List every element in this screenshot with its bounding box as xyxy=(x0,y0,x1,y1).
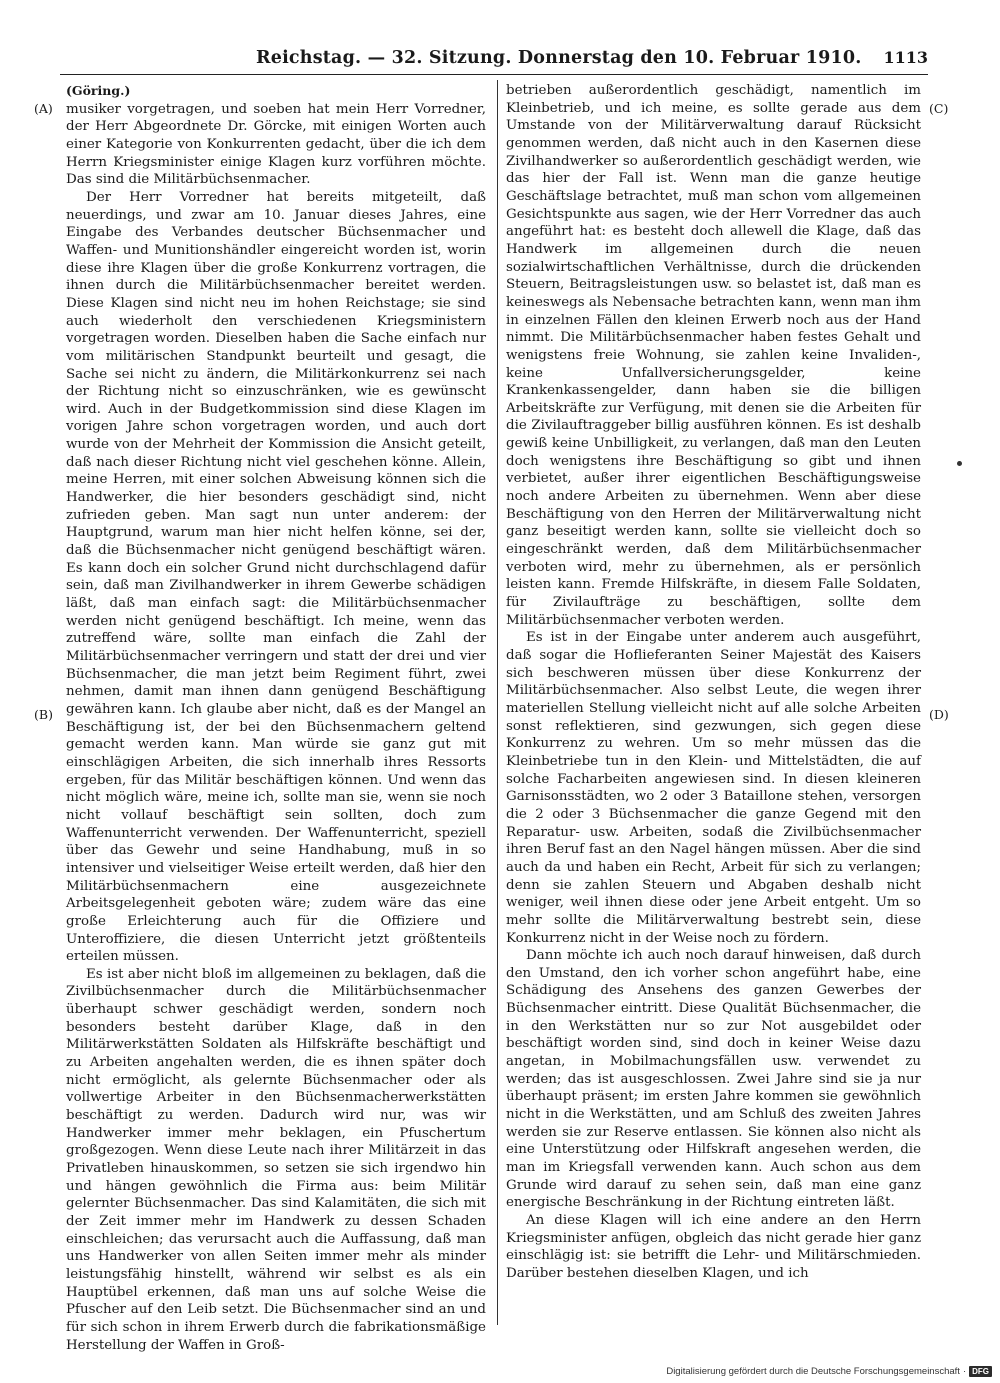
paragraph: Es ist aber nicht bloß im allgemeinen zu beklagen, daß die Zivilbüchsenmacher durch die Militärbüchsenmacher überhaupt schwer geschädigt werden, sondern noch besonders besteht darüber Klage, daß in den Militärwerkstätten Soldaten als Hilfskräfte beschäftigt und zu Arbeiten angehalten werden, die es ihnen später doch nicht ermöglicht, als gelernte Büchsenmacher oder als vollwertige Arbeiter in den Büchsenmacherwerkstätten beschäftigt zu werden. Dadurch wird nur, was wir Handwerker immer mehr beklagen, ein Pfuschertum großgezogen. Wenn diese Leute nach ihrer Militärzeit in das Privatleben hinauskommen, so setzen sie sich irgendwo hin und hängen gewöhnlich die Firma aus: beim Militär gelernter Büchsenmacher. Das sind Kalamitäten, die sich mit der Zeit immer mehr im Handwerk zu dessen Schaden einschleichen; das verursacht auch die Auffassung, daß man uns Handwerker von allen Seiten immer mehr als minder leistungsfähig hinstellt, während wir selbst es als ein Hauptübel erkennen, daß man uns auf solche Weise die Pfuscher auf den Leib setzt. Die Büchsenmacher sind an und für sich schon in ihrem Erwerb durch die fabrikationsmäßige Herstellung der Waffen in Groß- xyxy=(66,966,486,1353)
paragraph: musiker vorgetragen, und soeben hat mein Herr Vorredner, der Herr Abgeordnete Dr. Görcke, mit einigen Worten auch einer Kategorie von Konkurrenten gedacht, über die ich dem Herrn Kriegsminister einige Klagen kurz vorführen möchte. Das sind die Militärbüchsenmacher. xyxy=(66,101,486,188)
speaker-name: (Göring.) xyxy=(66,83,131,98)
footer-credit: Digitalisierung gefördert durch die Deutsche Forschungsgemeinschaft xyxy=(666,1366,960,1377)
paragraph: Der Herr Vorredner hat bereits mitgeteilt, daß neuerdings, und zwar am 10. Januar dieses Jahres, eine Eingabe des Verbandes deutscher Büchsenmacher und Waffen- und Munitionshändler eingereicht worden ist, worin diese ihre Klagen über die große Konkurrenz vortragen, die ihnen durch die Militärbüchsenmacher bereitet werden. Diese Klagen sind nicht neu im hohen Reichstage; sie sind auch wiederholt den verschiedenen Kriegsministern vorgetragen worden. Dieselben haben die Sache einfach nur vom militärischen Standpunkt beurteilt und gesagt, die Sache sei nicht zu ändern, die Militärkonkurrenz sei nach der Richtung nicht so einzuschränken, wie es gewünscht wird. Auch in der Budgetkommission sind diese Klagen im vorigen Jahre schon vorgetragen worden, und auch dort wurde von der Mehrheit der Kommission die Ansicht geteilt, daß nach dieser Richtung nicht viel geschehen könne. Allein, meine Herren, mit einer solchen Abweisung können sich die Handwerker, die hier besonders geschädigt sind, nicht zufrieden geben. Man sagt nun unter anderem: der Hauptgrund, warum man hier nicht helfen könne, sei der, daß die Büchsenmacher nicht genügend beschäftigt wären. Es kann doch ein solcher Grund nicht durchschlagend dafür sein, daß man Zivilhandwerker in ihrem Gewerbe schädigen läßt, daß man einfach sagt: die Militärbüchsenmacher werden nicht genügend beschäftigt. Ich meine, wenn das zutreffend wäre, sollte man einfach die Zahl der Militärbüchsenmacher verringern und statt der drei und vier Büchsenmacher, die man jetzt beim Regiment führt, zwei nehmen, damit man ihnen dann genügend Beschäftigung gewähren kann. Ich glaube aber nicht, daß es der Mangel an Beschäftigung ist, der bei den Büchsenmachern geltend gemacht werden kann. Man würde sie ganz gut mit einschlägigen Arbeiten, die sich innerhalb ihres Ressorts ergeben, für das Militär beschäftigen können. Und wenn das nicht möglich wäre, meine ich, sollte man sie, wenn sie noch nicht vollauf beschäftigt sein sollten, doch zum Waffenunterricht verwenden. Der Waffenunterricht, speziell über das Gewehr und seine Handhabung, muß in so intensiver und vielseitiger Weise erteilt werden, daß hier den Militärbüchsenmachern eine ausgezeichnete Arbeitsgelegenheit geboten wäre; zudem wäre das eine große Erleichterung auch für die Offiziere und Unteroffiziere, die diesen Unterricht jetzt größtenteils erteilen müssen. xyxy=(66,189,486,965)
dfg-logo-icon: DFG xyxy=(969,1366,992,1377)
column-divider xyxy=(497,80,498,1325)
ink-speck xyxy=(957,461,962,466)
right-column xyxy=(506,82,921,1332)
speaker-label xyxy=(66,82,486,101)
paragraph: betrieben außerordentlich geschädigt, namentlich im Kleinbetrieb, und ich meine, es sollte gerade aus dem Umstande von der Militärverwaltung darauf Rücksicht genommen werden, daß nicht auch in den Kasernen diese Zivilhandwerker so außerordentlich geschädigt werden, wie das hier der Fall ist. Wenn man die ganze heutige Geschäftslage betrachtet, muß man schon vom allgemeinen Gesichtspunkte aus sagen, wie der Herr Vorredner das auch angeführt hat: es besteht doch allewell die Klage, daß das Handwerk im allgemeinen durch die neuen sozialwirtschaftlichen Verhältnisse, durch die drückenden Steuern, Beitragsleistungen usw. so belastet ist, daß man es keineswegs als Nebensache betrachten kann, wenn man ihm in einzelnen Fällen den kleinen Erwerb noch aus der Hand nimmt. Die Militärbüchsenmacher haben festes Gehalt und wenigstens freie Wohnung, sie zahlen keine Invaliden-, keine Unfallversicherungsgelder, keine Krankenkassengelder, dann haben sie die billigen Arbeitskräfte zur Verfügung, mit denen sie die Arbeiten für die Zivilauftraggeber billig ausführen können. Es ist deshalb gewiß keine Unbilligkeit, zu verlangen, daß man den Leuten doch wenigstens ihre Beschäftigung so gibt und ihnen verbietet, außer ihrer eigentlichen Beschäftigungsweise noch andere Arbeiten zu übernehmen. Wenn aber diese Beschäftigung von den Herren der Militärverwaltung nicht ganz beseitigt werden kann, sollte sie vielleicht doch so eingeschränkt werden, daß dem Militärbüchsenmacher verboten wird, mehr zu übernehmen, als er persönlich leisten kann. Fremde Hilfskräfte, in diesem Falle Soldaten, für Zivilaufträge zu beschäftigen, sollte dem Militärbüchsenmacher verboten werden. xyxy=(506,83,921,628)
footer-separator: · xyxy=(962,1366,967,1377)
left-column xyxy=(66,82,486,1353)
margin-marker-b: (B) xyxy=(34,707,53,722)
margin-marker-a: (A) xyxy=(34,101,53,116)
paragraph: Dann möchte ich auch noch darauf hinweisen, daß durch den Umstand, den ich vorher schon angeführt habe, eine Schädigung des Ansehens des ganzen Gewerbes der Büchsenmacher eintritt. Diese Qualität Büchsenmacher, die in den Werkstätten nur so zur Not ausgebildet oder beschäftigt worden sind, sind doch in keiner Weise dazu angetan, in Mobilmachungsfällen usw. verwendet zu werden; das ist ausgeschlossen. Zwei Jahre sind sie ja nur überhaupt präsent; im ersten Jahre kommen sie gewöhnlich nicht in die Werkstätten, und am Schluß des zweiten Jahres werden sie zur Reserve entlassen. Sie können also nicht als eine Unterstützung oder Hilfskraft angesehen werden, die man im Kriegsfall verwenden kann. Auch schon aus dem Grunde wird darauf zu sehen sein, daß man eine ganz energische Beschränkung in der Richtung eintreten läßt. xyxy=(506,948,921,1211)
digitization-footer xyxy=(666,1366,992,1377)
page-header xyxy=(60,48,928,75)
paragraph: Es ist in der Eingabe unter anderem auch ausgeführt, daß sogar die Hoflieferanten Seiner Majestät des Kaisers sich beschweren müssen über diese Konkurrenz der Militärbüchsenmacher. Also selbst Leute, die wegen ihrer materiellen Stellung vielleicht nicht auf alle solche Arbeiten sonst reflektieren, sind gezwungen, sich gegen diese Konkurrenz zu wehren. Um so mehr müssen das die Kleinbetriebe tun in den Klein- und Mittelstädten, die auf solche Facharbeiten angewiesen sind. In diesen kleineren Garnisonsstädten, wo 2 oder 3 Bataillone stehen, versorgen die 2 oder 3 Büchsenmacher die ganze Gegend mit den Reparatur- usw. Arbeiten, sodaß die Zivilbüchsenmacher ihren Beruf fast an den Nagel hängen müssen. Aber die sind auch da und haben ein Recht, Arbeit für sich zu verlangen; denn sie zahlen Steuern und Abgaben deshalb nicht weniger, weil ihnen diese oder jene Arbeit entgeht. Um so mehr sollte die Militärverwaltung bestrebt sein, diese Konkurrenz nicht in der Weise noch zu fördern. xyxy=(506,630,921,946)
margin-marker-d: (D) xyxy=(929,707,949,722)
page-number: 1113 xyxy=(883,48,928,67)
margin-marker-c: (C) xyxy=(929,101,949,116)
paragraph: An diese Klagen will ich eine andere an den Herrn Kriegsminister anfügen, obgleich das nicht gerade hier ganz einschlägig ist: sie betrifft die Lehr- und Militärschmieden. Darüber bestehen dieselben Klagen, und ich xyxy=(506,1213,921,1281)
running-title: Reichstag. — 32. Sitzung. Donnerstag den 10. Februar 1910. xyxy=(256,48,862,68)
